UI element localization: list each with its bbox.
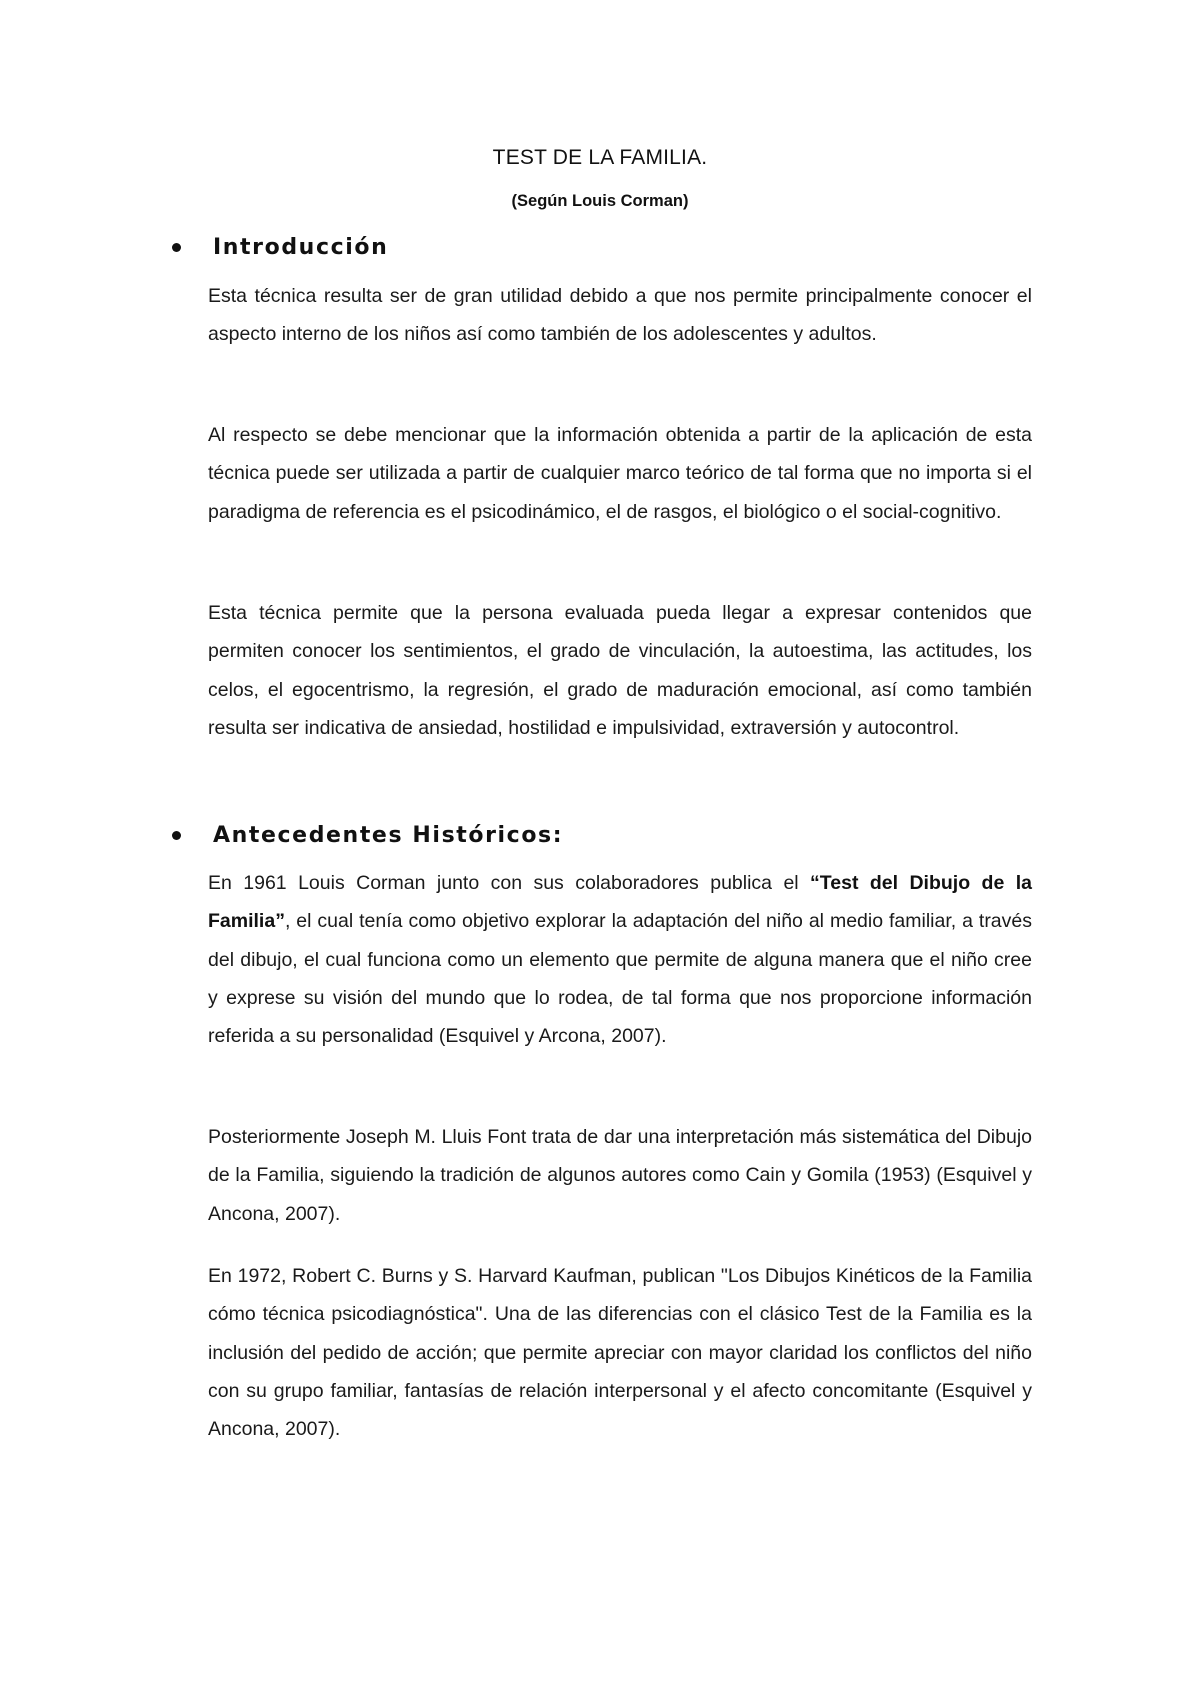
section-heading-text: Introducción — [213, 234, 389, 260]
document-subtitle: (Según Louis Corman) — [511, 192, 689, 210]
test-name-bold: “Test del Dibujo de la Familia” — [208, 872, 1032, 933]
paragraph-intro-2: Al respecto se debe mencionar que la información obtenida a partir de la aplicación de esta técnica puede ser utilizada a partir de cualquier marco teórico de tal forma que no importa si el paradigma de referencia es el psicodinámico, el de rasgos, el biológico o el social-cognitivo. — [208, 424, 1032, 523]
paragraph-intro-1: Esta técnica resulta ser de gran utilidad debido a que nos permite principalmente conocer el aspecto interno de los niños así como también de los adolescentes y adultos. — [208, 285, 1032, 346]
section-heading-antecedentes — [170, 820, 563, 850]
paragraph-history-1 — [208, 864, 1032, 1055]
paragraph-history-2: Posteriormente Joseph M. Lluis Font trata de dar una interpretación más sistemática del Dibujo de la Familia, siguiendo la tradición de algunos autores como Cain y Gomila (1953) (Esquivel y Ancona, 2007). — [208, 1126, 1032, 1225]
section-heading-text: Antecedentes Históricos: — [213, 822, 564, 848]
section-heading-introduccion — [170, 232, 388, 262]
document-title: TEST DE LA FAMILIA. — [492, 146, 708, 169]
bullet-icon — [172, 831, 181, 840]
paragraph-intro-3: Esta técnica permite que la persona evaluada pueda llegar a expresar contenidos que permiten conocer los sentimientos, el grado de vinculación, la autoestima, las actitudes, los celos, el egocentrismo, la regresión, el grado de maduración emocional, así como también resulta ser indicativa de ansiedad, hostilidad e impulsividad, extraversión y autocontrol. — [208, 602, 1032, 739]
paragraph-history-1-after: , el cual tenía como objetivo explorar la adaptación del niño al medio familiar, a través del dibujo, el cual funciona como un elemento que permite de alguna manera que el niño cree y exprese su visión del mundo que lo rodea, de tal forma que nos proporcione información referida a su personalidad (Esquivel y Arcona, 2007). — [208, 910, 1032, 1048]
paragraph-history-1-before: En 1961 Louis Corman junto con sus colaboradores publica el — [208, 872, 811, 894]
paragraph-history-3: En 1972, Robert C. Burns y S. Harvard Kaufman, publican "Los Dibujos Kinéticos de la Familia cómo técnica psicodiagnóstica". Una de las diferencias con el clásico Test de la Familia es la inclusión del pedido de acción; que permite apreciar con mayor claridad los conflictos del niño con su grupo familiar, fantasías de relación interpersonal y el afecto concomitante (Esquivel y Ancona, 2007). — [208, 1265, 1032, 1441]
bullet-icon — [172, 243, 181, 252]
